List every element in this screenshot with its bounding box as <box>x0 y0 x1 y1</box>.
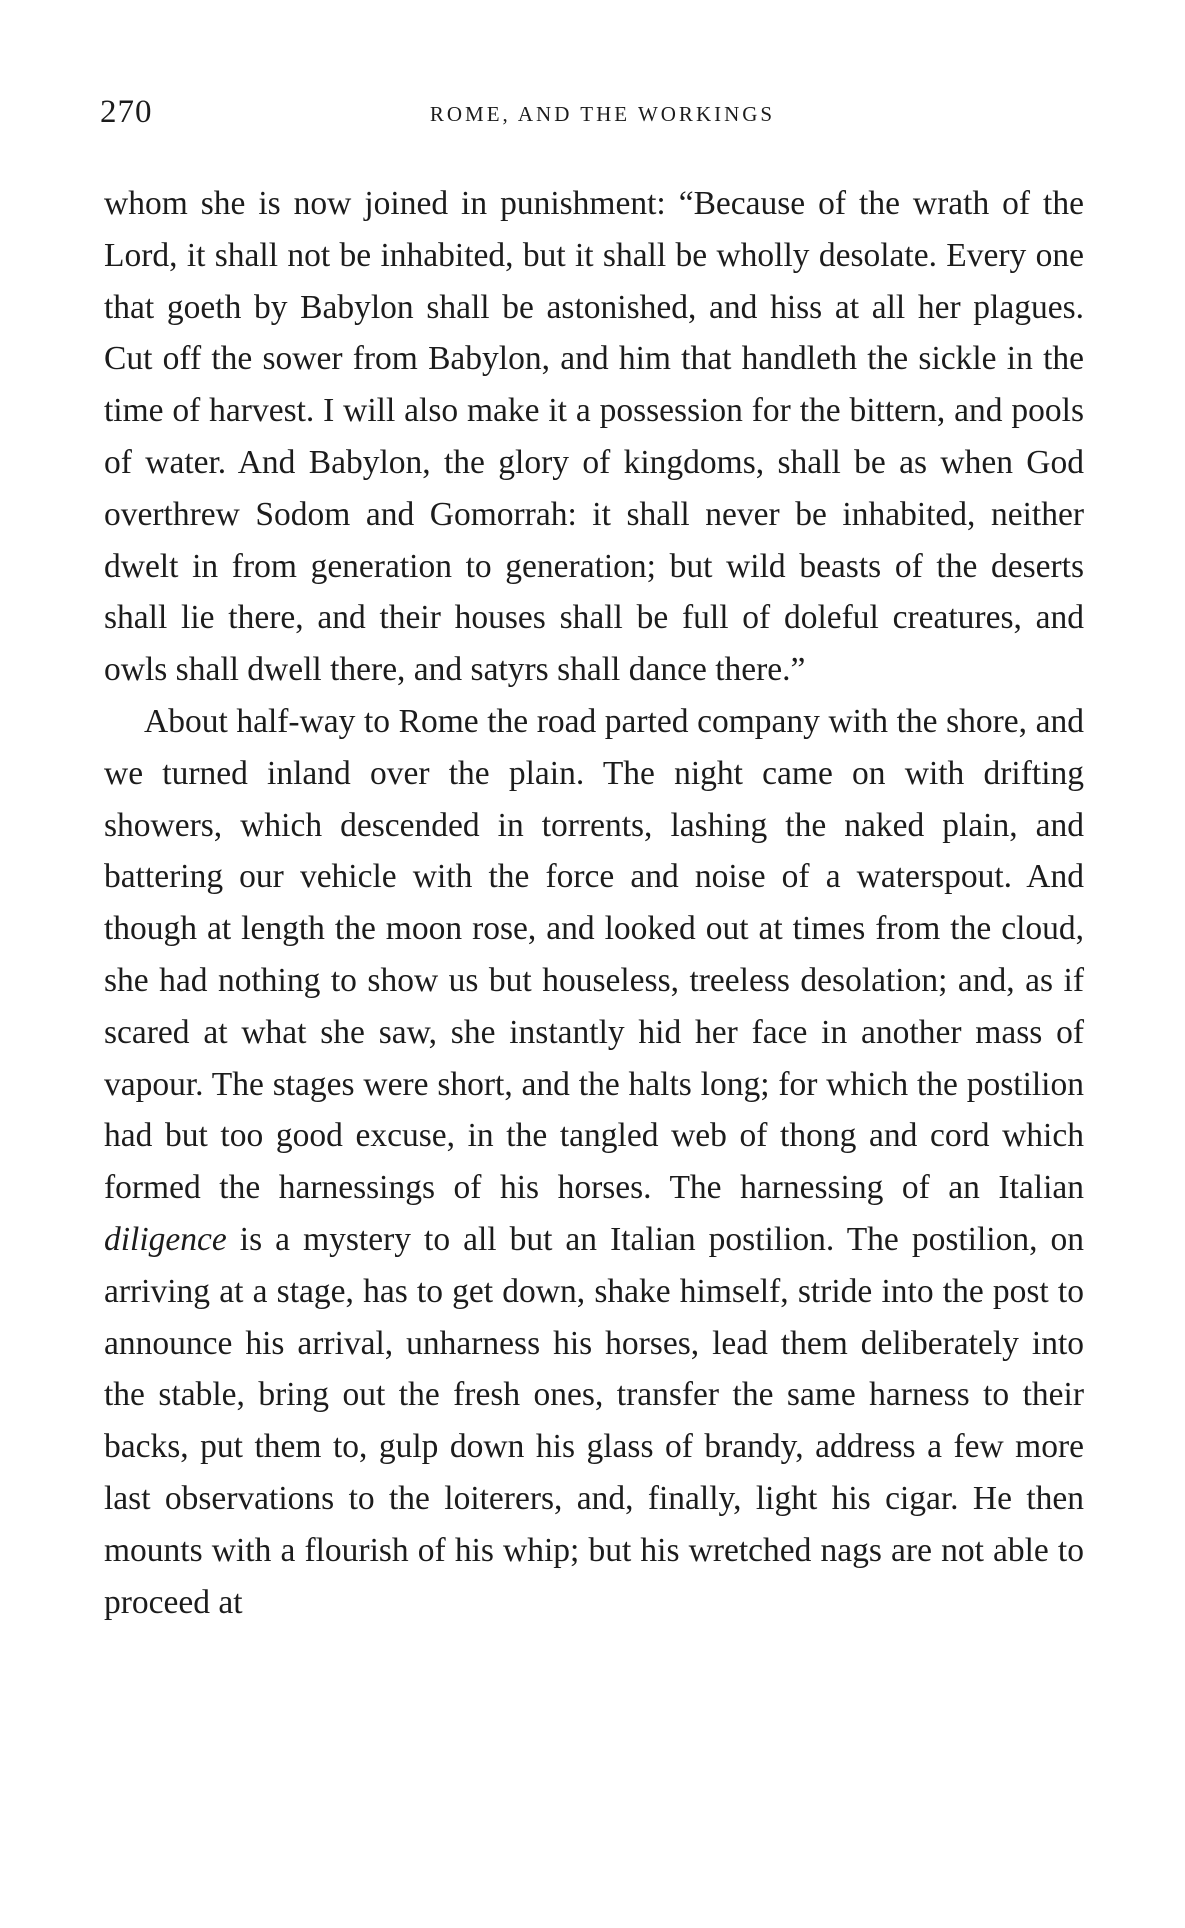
paragraph-2 <box>104 696 1084 1628</box>
page-number: 270 <box>100 94 153 130</box>
body-text <box>104 178 1084 1628</box>
paragraph-2-italic-word: diligence <box>104 1220 227 1258</box>
paragraph-2-text-start: About half-way to Rome the road parted company with the shore, and we turned inland over the plain. The night came on with drifting showers, which descended in torrents, lashing the naked plain, and battering our vehicle with the force and noise of a waterspout. And though at length the moon rose, and looked out at times from the cloud, she had nothing to show us but houseless, treeless desolation; and, as if scared at what she saw, she instantly hid her face in another mass of vapour. The stages were short, and the halts long; for which the postilion had but too good excuse, in the tangled web of thong and cord which formed the harnessings of his horses. The harnessing of an Italian <box>104 702 1084 1207</box>
paragraph-2-text-end: is a mystery to all but an Italian postilion. The postilion, on arriving at a stage, has to get down, shake himself, stride into the post to announce his arrival, unharness his horses, lead them deliberately into the stable, bring out the fresh ones, transfer the same harness to their backs, put them to, gulp down his glass of brandy, address a few more last observations to the loiterers, and, finally, light his cigar. He then mounts with a flourish of his whip; but his wretched nags are not able to proceed at <box>104 1220 1084 1621</box>
running-title: ROME, AND THE WORKINGS <box>429 102 776 126</box>
running-head <box>100 94 1085 134</box>
paragraph-1: whom she is now joined in punishment: “Because of the wrath of the Lord, it shall not be inhabited, but it shall be wholly desolate. Every one that goeth by Babylon shall be astonished, and hiss at all her plagues. Cut off the sower from Babylon, and him that handleth the sickle in the time of harvest. I will also make it a possession for the bittern, and pools of water. And Babylon, the glory of kingdoms, shall be as when God overthrew Sodom and Gomorrah: it shall never be inhabited, neither dwelt in from generation to generation; but wild beasts of the deserts shall lie there, and their houses shall be full of doleful creatures, and owls shall dwell there, and satyrs shall dance there.” <box>104 185 1084 689</box>
